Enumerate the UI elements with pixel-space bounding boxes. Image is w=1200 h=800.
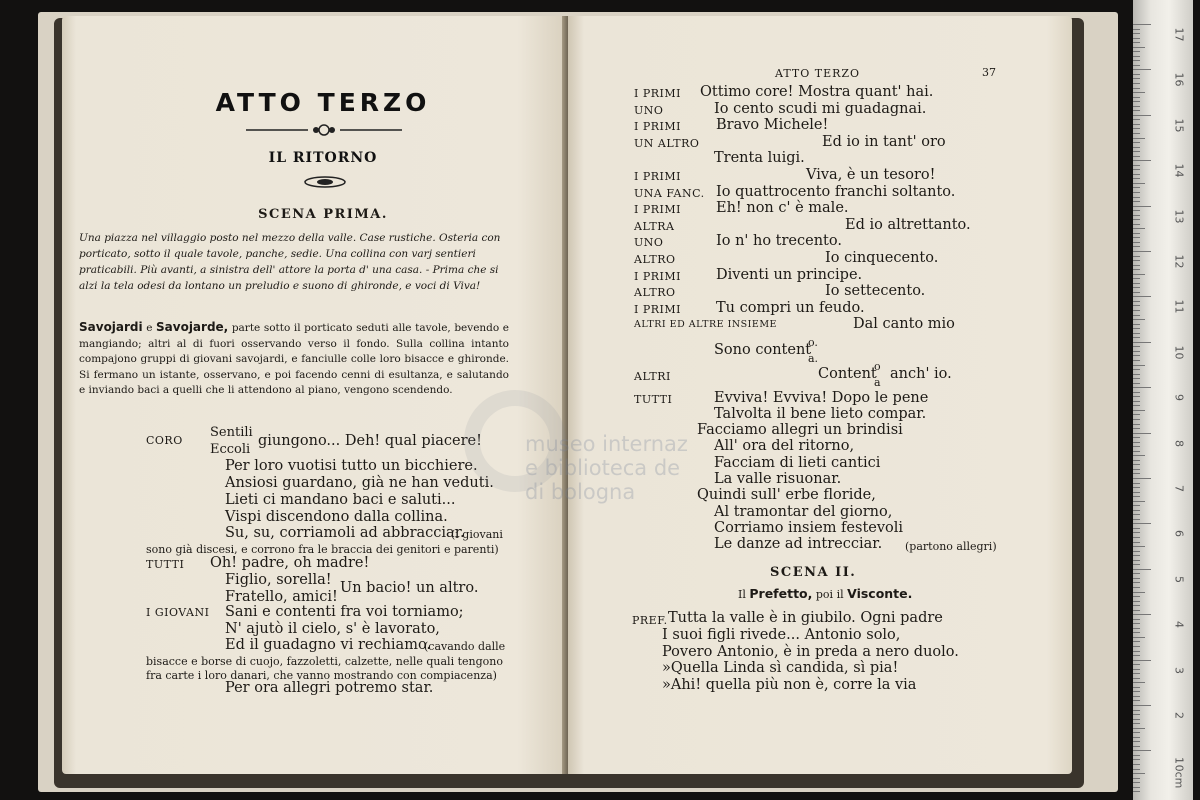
verse-line: »Ahi! quella più non è, corre la via (662, 677, 917, 693)
ruler-tick (1133, 97, 1140, 98)
tutti-line: Oh! padre, oh madre! (210, 555, 370, 571)
verse-line: Su, su, corriamoli ad abbracciar. (225, 525, 465, 541)
page-number: 37 (982, 66, 996, 79)
ruler-number: 11 (1172, 299, 1186, 314)
ruler-tick (1133, 492, 1140, 493)
ruler-tick (1133, 233, 1140, 234)
ruler-tick (1133, 560, 1140, 561)
dialogue-line: Ed io in tant' oro (822, 133, 946, 150)
ruler-tick (1133, 687, 1140, 688)
speaker-label: I PRIMI (634, 269, 681, 283)
ruler-number: 7 (1172, 485, 1186, 492)
ruler-number: 13 (1172, 209, 1186, 224)
ruler-tick (1133, 582, 1140, 583)
ruler-tick (1133, 464, 1140, 465)
ruler-number: 12 (1172, 254, 1186, 269)
ruler-tick (1133, 383, 1140, 384)
ruler-tick (1133, 764, 1140, 765)
ruler-tick (1133, 269, 1140, 270)
ruler-tick (1133, 414, 1140, 415)
dialogue-line: Io settecento. (825, 283, 926, 300)
dialogue-line: Io cento scudi mi guadagnai. (714, 100, 927, 117)
ruler-tick (1133, 142, 1140, 143)
verse-line: Facciam di lieti cantici (714, 455, 881, 471)
stage-direction: Una piazza nel villaggio posto nel mezzo della valle. Case rustiche. Osteria con porticato, sotto il quale tavole, panche, sedie. Una collina con varj sentieri praticabili. Più avanti, a sinistra dell' attore la porta d' una casa. - Prima che si alzi la tela odesi da lontano un preludio e suono di ghironde, e voci di Viva! (79, 232, 501, 292)
verse-line: Sani e contenti fra voi torniamo; (225, 604, 464, 620)
coro-sentili: Sentili (210, 425, 253, 440)
ruler-tick (1133, 523, 1151, 524)
dialogue-line: Tu compri un feudo. (716, 299, 865, 316)
verse-line: Evviva! Evviva! Dopo le pene (714, 390, 929, 406)
ruler-tick (1133, 206, 1151, 207)
ruler-tick (1133, 573, 1140, 574)
verse-line: Tutta la valle è in giubilo. Ogni padre (668, 610, 943, 626)
sup-o: o. (808, 336, 818, 349)
coro-line: giungono... Deh! qual piacere! (258, 433, 482, 449)
ruler-tick (1133, 555, 1140, 556)
ruler-number: 5 (1172, 575, 1186, 583)
ruler-tick (1133, 782, 1140, 783)
coro-eccoli: Eccoli (210, 442, 251, 457)
ruler-tick (1133, 483, 1140, 484)
ornament-small (302, 175, 348, 189)
ruler-tick (1133, 242, 1140, 243)
ruler-number: 10 (1172, 345, 1186, 360)
ruler-tick (1133, 569, 1151, 570)
para-bold-2: Savojarde, (156, 320, 229, 334)
ruler-tick (1133, 360, 1140, 361)
ruler-tick (1133, 92, 1145, 93)
ruler-number: 1 (1172, 757, 1186, 765)
verse-line: I suoi figli rivede... Antonio solo, (662, 627, 901, 643)
ruler-tick (1133, 369, 1140, 370)
ruler-tick (1133, 678, 1140, 679)
verse-line: Vispi discendono dalla collina. (225, 509, 448, 525)
ruler-number: 8 (1172, 439, 1186, 447)
ruler-tick (1133, 791, 1140, 792)
ruler-tick (1133, 755, 1140, 756)
ruler-number: 2 (1172, 712, 1186, 719)
ruler-tick (1133, 655, 1140, 656)
sub-a: a. (808, 352, 819, 365)
ruler-tick (1133, 29, 1140, 30)
sub-a-2: a (874, 376, 881, 389)
ruler-tick (1133, 787, 1140, 788)
ruler-tick (1133, 773, 1145, 774)
ruler-tick (1133, 741, 1140, 742)
ruler-tick (1133, 128, 1140, 129)
ruler-tick (1133, 564, 1140, 565)
ruler-tick (1133, 532, 1140, 533)
verse-line: N' ajutò il cielo, s' è lavorato, (225, 621, 440, 637)
ruler-tick (1133, 310, 1140, 311)
note-giovani: (i giovani (451, 528, 503, 541)
ruler-tick (1133, 33, 1140, 34)
dialogue-line: Ed io altrettanto. (845, 216, 971, 233)
ruler-number: 15 (1172, 118, 1186, 133)
verse-line: »Quella Linda sì candida, sì pia! (662, 660, 899, 676)
ruler-tick (1133, 424, 1140, 425)
ruler-number: 14 (1172, 163, 1186, 178)
ruler-tick (1133, 528, 1140, 529)
speaker-tutti: TUTTI (146, 558, 185, 571)
ruler-tick (1133, 201, 1140, 202)
ruler-tick (1133, 138, 1145, 139)
note-cavando: (cavando dalle (424, 640, 506, 653)
bacio-line: Un bacio! un altro. (340, 580, 479, 596)
ruler-tick (1133, 442, 1140, 443)
ruler-tick (1133, 278, 1140, 279)
speaker-label: ALTRA (634, 219, 675, 233)
ruler-tick (1133, 682, 1145, 683)
ruler-tick (1133, 47, 1145, 48)
ruler-tick (1133, 610, 1140, 611)
scene-2-cast (738, 586, 912, 601)
speaker-label: I PRIMI (634, 302, 681, 316)
verse-line: Povero Antonio, è in preda a nero duolo. (662, 644, 959, 660)
ruler-tick (1133, 355, 1140, 356)
ruler-tick (1133, 301, 1140, 302)
speaker-label: UNO (634, 103, 664, 117)
ruler-tick (1133, 641, 1140, 642)
speaker-giovani: I GIOVANI (146, 606, 210, 619)
ruler-number: 4 (1172, 621, 1186, 629)
ruler-tick (1133, 178, 1140, 179)
ruler-tick (1133, 451, 1140, 452)
sono-content: Sono content (714, 342, 812, 358)
ruler-tick (1133, 578, 1140, 579)
stage-paragraph (79, 320, 509, 399)
ruler-tick (1133, 219, 1140, 220)
ruler-tick (1133, 514, 1140, 515)
ruler-tick (1133, 537, 1140, 538)
ruler-tick (1133, 778, 1140, 779)
ornament-divider (246, 123, 402, 137)
ruler-tick (1133, 587, 1140, 588)
ruler-tick (1133, 419, 1140, 420)
ruler-tick (1133, 228, 1145, 229)
ruler-tick (1133, 119, 1140, 120)
ruler-tick (1133, 101, 1140, 102)
ruler-tick (1133, 750, 1151, 751)
speaker-label: UNA FANC. (634, 186, 705, 200)
ruler-tick (1133, 614, 1151, 615)
note-partono: (partono allegri) (905, 540, 997, 553)
ruler-tick (1133, 596, 1140, 597)
ruler-tick (1133, 38, 1140, 39)
ruler-tick (1133, 88, 1140, 89)
ruler-tick (1133, 623, 1140, 624)
ruler-tick (1133, 183, 1145, 184)
ruler-tick (1133, 65, 1140, 66)
ruler-tick (1133, 705, 1151, 706)
dialogue-line: Viva, è un tesoro! (806, 167, 936, 183)
ruler-tick (1133, 78, 1140, 79)
verse-line: Lieti ci mandano baci e saluti... (225, 492, 456, 508)
ruler-tick (1133, 651, 1140, 652)
act-title: ATTO TERZO (215, 88, 431, 117)
ruler-tick (1133, 351, 1140, 352)
ruler-tick (1133, 237, 1140, 238)
ruler-tick (1133, 601, 1140, 602)
speaker-tutti-right: TUTTI (634, 393, 673, 406)
ruler-tick (1133, 546, 1145, 547)
ruler-tick (1133, 646, 1140, 647)
cast-poi: poi il (815, 588, 844, 601)
ruler-tick (1133, 187, 1140, 188)
ruler-tick (1133, 551, 1140, 552)
dialogue-line: Io n' ho trecento. (716, 233, 842, 250)
ruler-tick (1133, 592, 1145, 593)
verse-line: Ansiosi guardano, già ne han veduti. (225, 475, 494, 491)
ruler-tick (1133, 106, 1140, 107)
ruler-tick (1133, 405, 1140, 406)
ruler-tick (1133, 110, 1140, 111)
ruler-tick (1133, 333, 1140, 334)
note-giovani-2: sono già discesi, e corrono fra le braccia dei genitori e parenti) (146, 543, 499, 556)
speaker-label: I PRIMI (634, 87, 681, 100)
ruler-tick (1133, 710, 1140, 711)
anch-io: anch' io. (890, 366, 952, 382)
ruler-tick (1133, 224, 1140, 225)
ruler-tick (1133, 274, 1145, 275)
figlio-line: Figlio, sorella! (225, 572, 332, 588)
ruler-tick (1133, 165, 1140, 166)
watermark-text (525, 432, 688, 504)
ruler-tick (1133, 628, 1140, 629)
ruler-tick (1133, 260, 1140, 261)
ruler-tick (1133, 374, 1140, 375)
ruler-tick (1133, 510, 1140, 511)
ruler-tick (1133, 737, 1140, 738)
ruler-tick (1133, 455, 1145, 456)
act-subtitle: IL RITORNO (268, 150, 378, 166)
ruler-tick (1133, 319, 1145, 320)
ruler-tick (1133, 192, 1140, 193)
ruler-tick (1133, 496, 1140, 497)
verse-line: All' ora del ritorno, (714, 438, 855, 454)
ruler-tick (1133, 632, 1140, 633)
ruler-tick (1133, 719, 1140, 720)
content-2: Content (818, 366, 877, 382)
ruler-tick (1133, 346, 1140, 347)
ruler-tick (1133, 619, 1140, 620)
dialogue-line: Io quattrocento franchi soltanto. (716, 183, 956, 200)
ruler-tick (1133, 296, 1151, 297)
scene-2-title: SCENA II. (770, 565, 857, 580)
ruler-tick (1133, 287, 1140, 288)
ruler-tick (1133, 401, 1140, 402)
ruler-tick (1133, 133, 1140, 134)
verse-line: La valle risuonar. (714, 471, 842, 487)
ruler-number: 17 (1172, 27, 1186, 42)
ruler-tick (1133, 56, 1140, 57)
speaker-label: ALTRO (634, 286, 676, 300)
dialogue-line: Trenta luigi. (714, 150, 805, 167)
watermark-line-2: e biblioteca de (525, 456, 681, 480)
para-e: e (142, 322, 157, 334)
ruler-tick (1133, 265, 1140, 266)
ruler-tick (1133, 315, 1140, 316)
ruler-tick (1133, 324, 1140, 325)
ruler-tick (1133, 378, 1140, 379)
ruler-tick (1133, 446, 1140, 447)
ruler-tick (1133, 519, 1140, 520)
ruler-tick (1133, 605, 1140, 606)
ruler-number: 3 (1172, 666, 1186, 674)
fratello-line: Fratello, amici! (225, 589, 338, 605)
ruler-tick (1133, 433, 1151, 434)
ruler-tick (1133, 769, 1140, 770)
speaker-label: UN ALTRO (634, 136, 700, 150)
note-cavando-2: bisacce e borse di cuojo, fazzoletti, calzette, nelle quali tengono (146, 655, 503, 668)
ruler-tick (1133, 124, 1140, 125)
para-rest: parte sotto il porticato seduti alle tavole, bevendo e mangiando; altri al di fuori osservando verso il fondo. Sulla collina intanto compajono gruppi di giovani savojardi, e fanciulle colle loro bisacce e ghironde. Si fermano un istante, osservano, e poi facendo cenni di esultanza, e salutando e inviando baci a quelli che li attendono al piano, vengono scendendo. (79, 322, 510, 396)
ruler-tick (1133, 473, 1140, 474)
ruler-tick (1133, 691, 1140, 692)
ruler-tick (1133, 210, 1140, 211)
ruler-tick (1133, 732, 1140, 733)
verse-line: Per ora allegri potremo star. (225, 680, 434, 696)
verse-line: Talvolta il bene lieto compar. (714, 406, 927, 422)
verse-line: Ed il guadagno vi rechiamo. (225, 637, 432, 653)
ruler-tick (1133, 83, 1140, 84)
ruler-tick (1133, 700, 1140, 701)
speaker-label: UNO (634, 236, 664, 250)
ruler-tick (1133, 660, 1151, 661)
cast-visconte: Visconte. (847, 586, 913, 601)
ruler-tick (1133, 669, 1140, 670)
ruler-tick (1133, 478, 1151, 479)
ruler-number: 6 (1172, 530, 1186, 538)
watermark-line-1: museo internaz (525, 432, 688, 456)
running-header: ATTO TERZO (775, 67, 861, 80)
verse-line: Corriamo insiem festevoli (714, 520, 904, 536)
ruler-tick (1133, 328, 1140, 329)
speaker-altri: ALTRI (634, 370, 671, 383)
verse-line: Le danze ad intrecciar. (714, 536, 883, 552)
speaker-coro: CORO (146, 434, 183, 447)
dialogue-line: Eh! non c' è male. (716, 200, 849, 217)
speaker-label: I PRIMI (634, 120, 681, 134)
ruler-tick (1133, 160, 1151, 161)
ruler-number: 16 (1172, 72, 1186, 87)
ruler-tick (1133, 410, 1145, 411)
verse-line: Al tramontar del giorno, (714, 504, 893, 520)
ruler-tick (1133, 664, 1140, 665)
ruler-tick (1133, 256, 1140, 257)
ruler-tick (1133, 469, 1140, 470)
speaker-label: I PRIMI (634, 203, 681, 217)
ruler-tick (1133, 428, 1140, 429)
cast-il: Il (738, 588, 746, 601)
dialogue-line: Dal canto mio (853, 316, 955, 333)
sup-o-2: o (874, 360, 881, 373)
speaker-label: ALTRO (634, 253, 676, 266)
ruler-tick (1133, 174, 1140, 175)
dialogue-line: Bravo Michele! (716, 117, 829, 134)
ruler-tick (1133, 147, 1140, 148)
verse-line: Facciamo allegri un brindisi (697, 422, 903, 438)
ruler-tick (1133, 396, 1140, 397)
dialogue-line: Ottimo core! Mostra quant' hai. (700, 84, 934, 100)
ruler-tick (1133, 283, 1140, 284)
ruler-tick (1133, 365, 1145, 366)
ruler-tick (1133, 505, 1140, 506)
speaker-label: ALTRI ED ALTRE INSIEME (634, 319, 777, 331)
ruler-tick (1133, 42, 1140, 43)
ruler-tick (1133, 305, 1140, 306)
ruler-tick (1133, 723, 1140, 724)
verse-line: Quindi sull' erbe floride, (697, 487, 876, 503)
ruler-tick (1133, 342, 1151, 343)
dialogue-line: Io cinquecento. (825, 250, 939, 266)
ruler-tick (1133, 156, 1140, 157)
watermark-line-3: di bologna (525, 480, 636, 504)
ruler-tick (1133, 69, 1151, 70)
ruler-tick (1133, 246, 1140, 247)
ruler-number: 9 (1172, 394, 1186, 402)
ruler-tick (1133, 60, 1140, 61)
ruler-tick (1133, 460, 1140, 461)
ruler-tick (1133, 169, 1140, 170)
speaker-label: I PRIMI (634, 170, 681, 183)
ruler-tick (1133, 51, 1140, 52)
ruler-tick (1133, 696, 1140, 697)
ruler-tick (1133, 251, 1151, 252)
ruler-tick (1133, 542, 1140, 543)
dialogue-line: Diventi un principe. (716, 266, 863, 283)
para-bold-1: Savojardi (79, 320, 143, 334)
ruler-unit: 0cm (1172, 764, 1186, 789)
ruler-tick (1133, 197, 1140, 198)
ruler-tick (1133, 74, 1140, 75)
speaker-pref: PREF. (632, 614, 668, 627)
ruler-tick (1133, 728, 1145, 729)
ruler-tick (1133, 392, 1140, 393)
note-cavando-3: fra carte i loro danari, che vanno mostrando con compiacenza) (146, 669, 497, 682)
ruler-tick (1133, 637, 1145, 638)
ruler-tick (1133, 673, 1140, 674)
ruler-tick (1133, 501, 1145, 502)
ruler-tick (1133, 115, 1151, 116)
ruler-tick (1133, 487, 1140, 488)
ruler-tick (1133, 437, 1140, 438)
ruler-tick (1133, 151, 1140, 152)
cast-prefetto: Prefetto, (749, 586, 813, 601)
verse-line: Per loro vuotisi tutto un bicchiere. (225, 458, 478, 474)
ruler-tick (1133, 337, 1140, 338)
ruler-tick (1133, 759, 1140, 760)
ruler-tick (1133, 24, 1151, 25)
ruler-tick (1133, 714, 1140, 715)
ruler-tick (1133, 292, 1140, 293)
ruler-tick (1133, 387, 1151, 388)
ruler-tick (1133, 215, 1140, 216)
scene-title: SCENA PRIMA. (258, 207, 388, 222)
ruler-tick (1133, 746, 1140, 747)
